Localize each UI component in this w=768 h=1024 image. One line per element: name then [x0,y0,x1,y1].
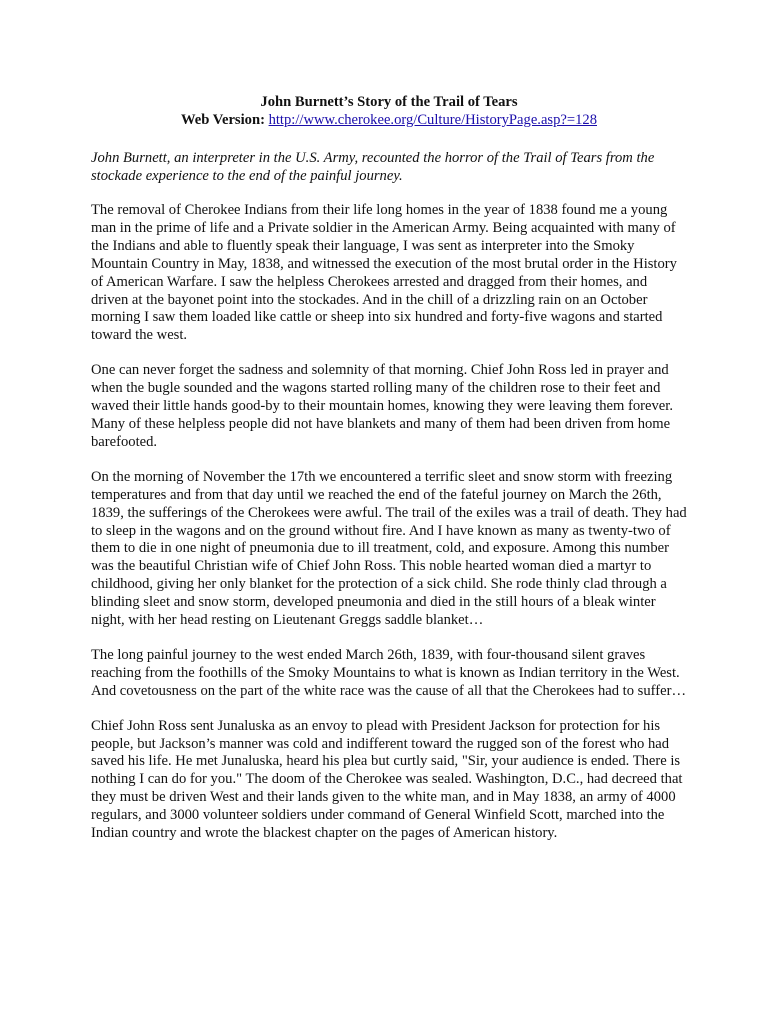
body-paragraph-3: On the morning of November the 17th we encountered a terrific sleet and snow storm with freezing temperatures and from that day until we reached the end of the fateful journey on March the 26th, 1839, the sufferings of the Cherokees were awful. The trail of the exiles was a trail of death. They had to sleep in the wagons and on the ground without fire. And I have known as many as twenty-two of them to die in one night of pneumonia due to ill treatment, cold, and exposure. Among this number was the beautiful Christian wife of Chief John Ross. This noble hearted woman died a martyr to childhood, giving her only blanket for the protection of a sick child. She rode thinly clad through a blinding sleet and snow storm, developed pneumonia and died in the still hours of a bleak winter night, with her head resting on Lieutenant Greggs saddle blanket… [91,468,687,629]
body-paragraph-4: The long painful journey to the west ended March 26th, 1839, with four-thousand silent graves reaching from the foothills of the Smoky Mountains to what is known as Indian territory in the West. And covetousness on the part of the white race was the cause of all that the Cherokees had to suffer… [91,646,687,699]
document-page [91,93,687,843]
body-paragraph-5: Chief John Ross sent Junaluska as an envoy to plead with President Jackson for protection for his people, but Jackson’s manner was cold and indifferent toward the rugged son of the forest who had saved his life. He met Junaluska, heard his plea but curtly said, "Sir, your audience is ended. There is nothing I can do for you." The doom of the Cherokee was sealed. Washington, D.C., had decreed that they must be driven West and their lands given to the white man, and in May 1838, an army of 4000 regulars, and 3000 volunteer soldiers under command of General Winfield Scott, marched into the Indian country and wrote the blackest chapter on the pages of American history. [91,717,683,842]
body-paragraph-2: One can never forget the sadness and solemnity of that morning. Chief John Ross led in prayer and when the bugle sounded and the wagons started rolling many of the children rose to their feet and waved their little hands good-by to their mountain homes, knowing they were leaving them forever. Many of these helpless people did not have blankets and many of them had been driven from home barefooted. [91,362,673,450]
document-title: John Burnett’s Story of the Trail of Tears [260,94,518,110]
body-paragraph-1: The removal of Cherokee Indians from their life long homes in the year of 1838 found me a young man in the prime of life and a Private soldier in the American Army. Being acquainted with many of the Indians and able to fluently speak their language, I was sent as interpreter into the Smoky Mountain Country in May, 1838, and witnessed the execution of the most brutal order in the History of American Warfare. I saw the helpless Cherokees arrested and dragged from their homes, and driven at the bayonet point into the stockades. And in the chill of a drizzling rain on an October morning I saw them loaded like cattle or sheep into six hundred and forty-five wagons and started toward the west. [91,202,677,344]
web-version-link[interactable]: http://www.cherokee.org/Culture/HistoryPage.asp?=128 [268,112,597,128]
title-block [91,93,687,129]
web-version-label: Web Version: [181,112,269,128]
web-version-row [91,111,687,129]
intro-paragraph: John Burnett, an interpreter in the U.S. Army, recounted the horror of the Trail of Tears from the stockade experience to the end of the painful journey. [91,150,655,184]
